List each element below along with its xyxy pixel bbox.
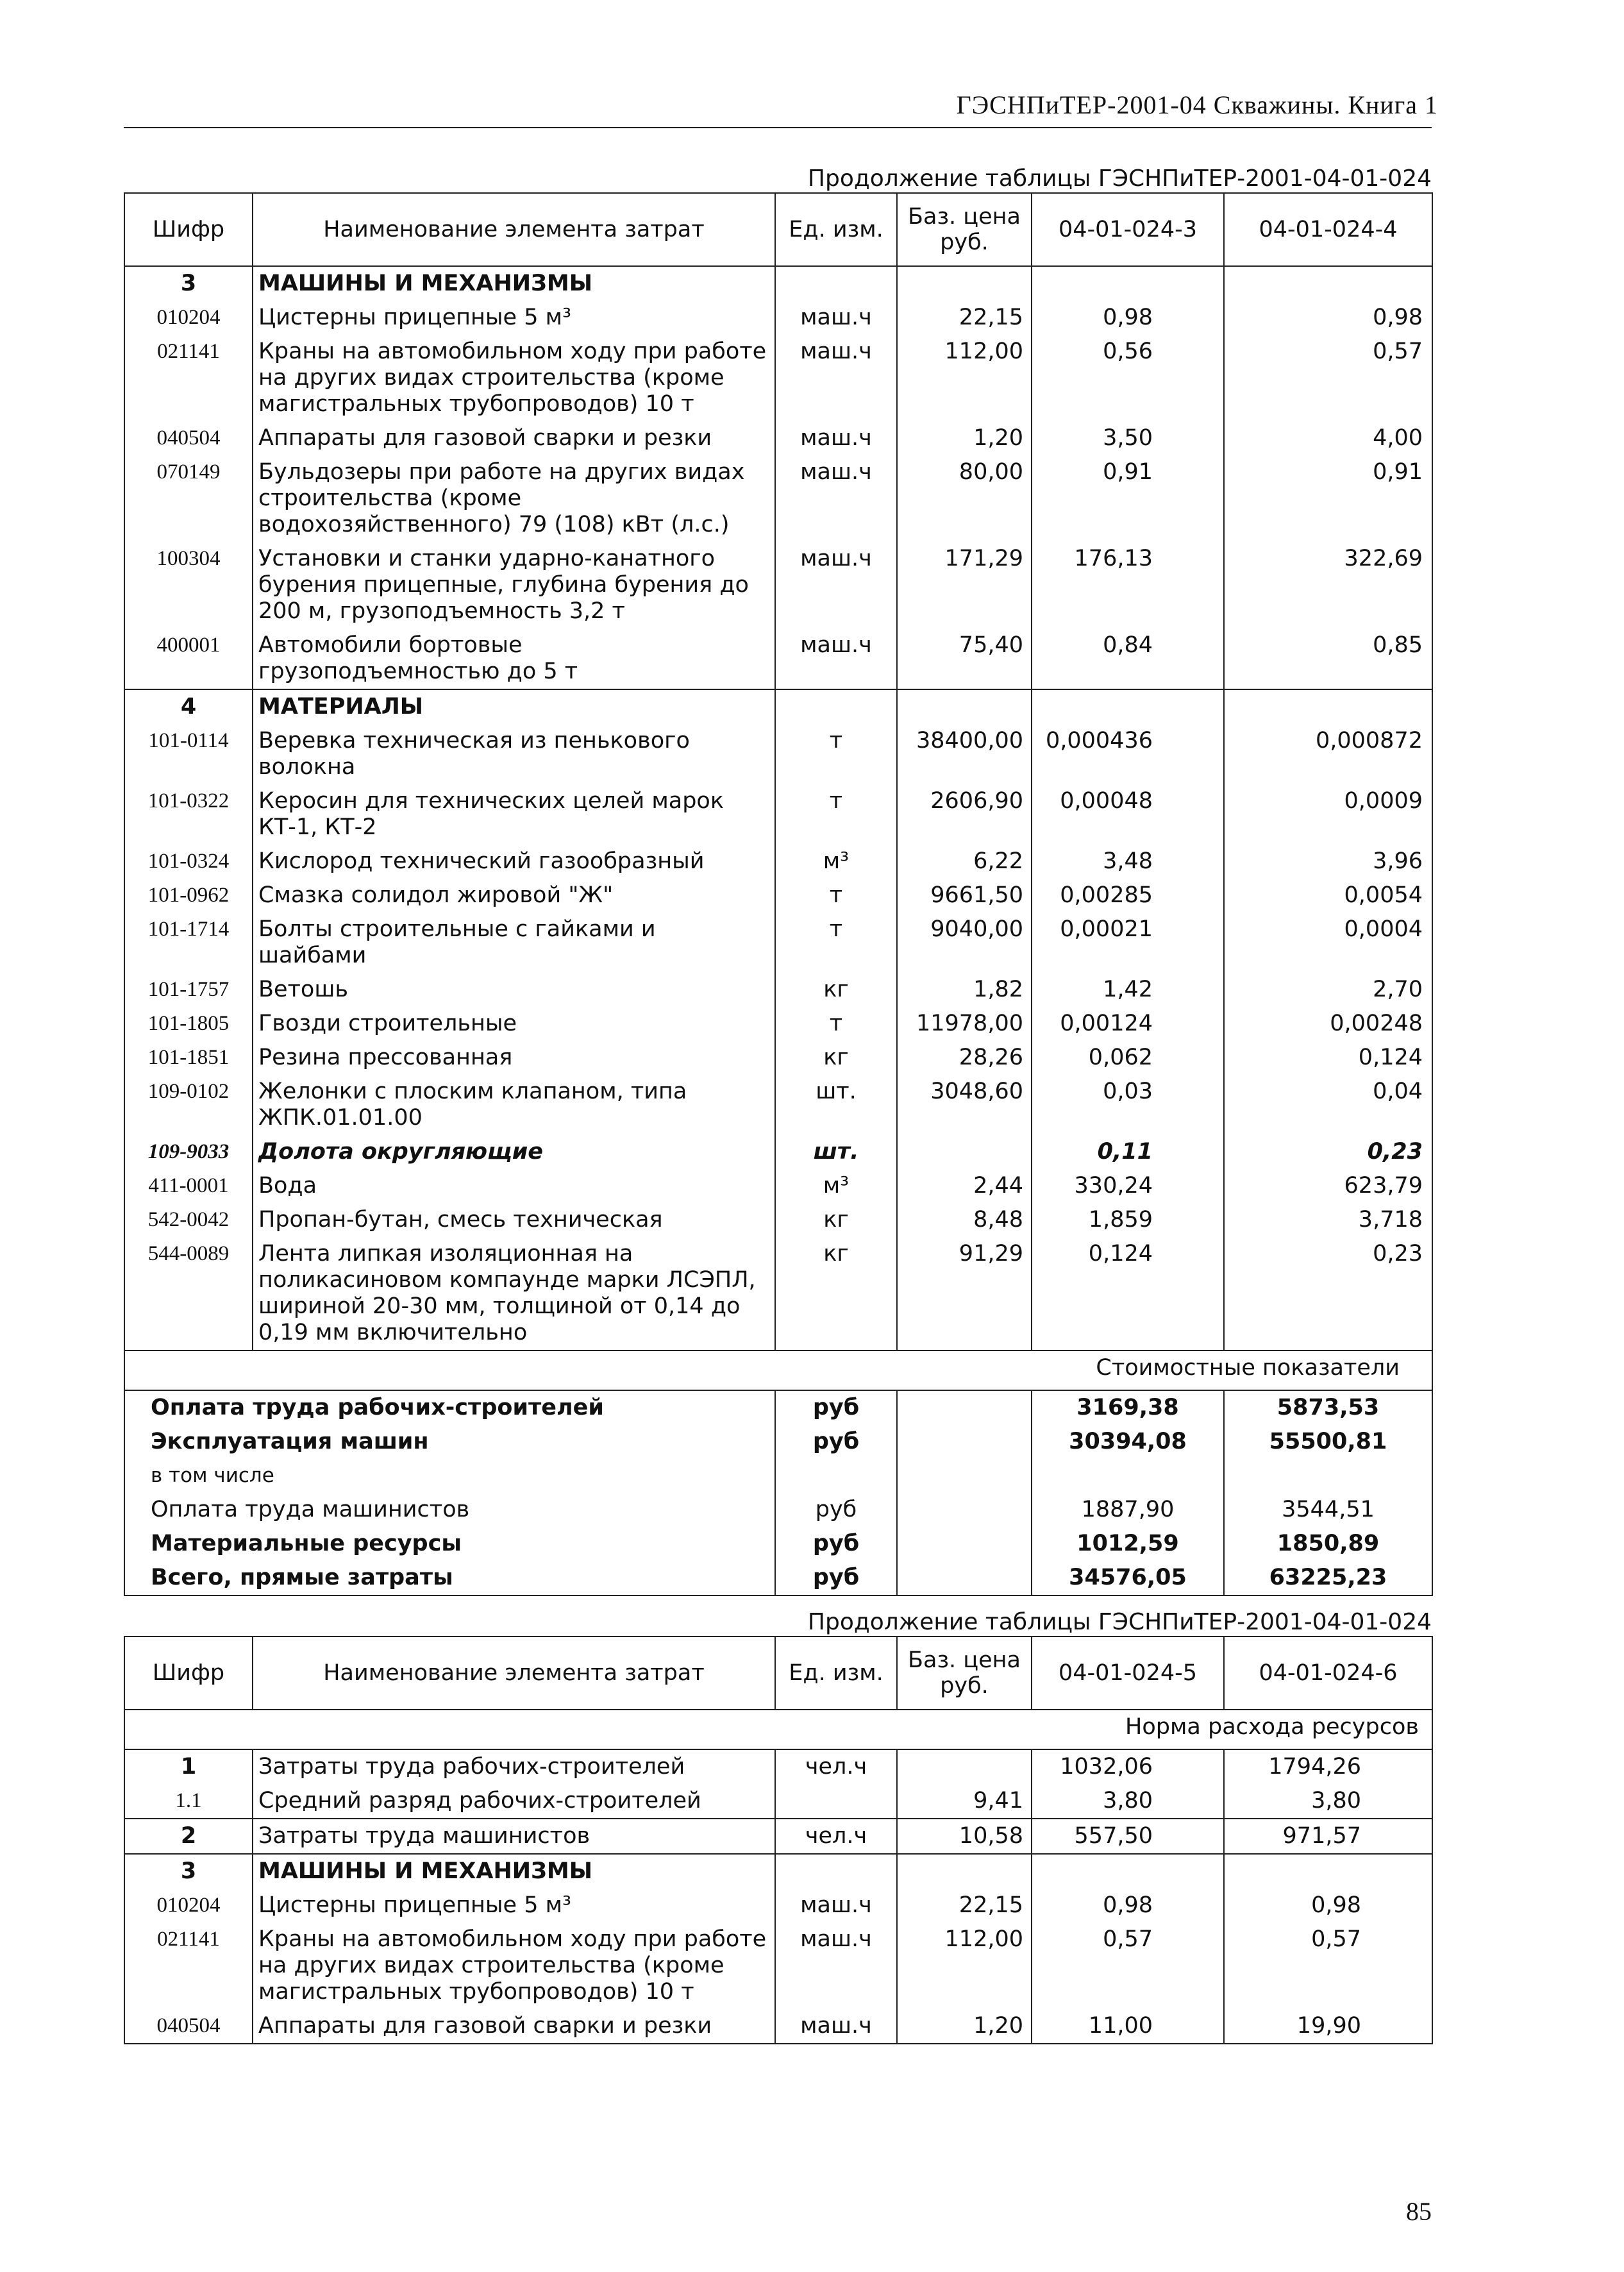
norm-value: 3,80: [1224, 1784, 1432, 1819]
resource-name: Аппараты для газовой сварки и резки: [253, 2009, 775, 2044]
resource-name: Вода: [253, 1169, 775, 1203]
empty-cell: [775, 689, 897, 724]
resource-unit: кг: [775, 1041, 897, 1075]
base-price: 38400,00: [897, 724, 1032, 784]
cost-label: Материальные ресурсы: [124, 1527, 775, 1561]
base-price: 75,40: [897, 628, 1032, 689]
table-row: [124, 301, 1432, 335]
base-price: 22,15: [897, 301, 1032, 335]
col-header-unit: Ед. изм.: [775, 193, 897, 266]
resource-code: 101-1851: [124, 1041, 253, 1075]
norm-value: 0,57: [1032, 1923, 1224, 2009]
norm-value: 322,69: [1224, 542, 1432, 628]
table1-body: [124, 266, 1432, 1351]
resource-code: 101-1714: [124, 913, 253, 973]
empty-cell: [775, 1854, 897, 1889]
empty-cell: [897, 1459, 1032, 1493]
resource-name: Смазка солидол жировой "Ж": [253, 879, 775, 913]
empty-cell: [775, 266, 897, 301]
base-price: 11978,00: [897, 1007, 1032, 1041]
norm-value: 3,96: [1224, 845, 1432, 879]
norm-value: 1,859: [1032, 1203, 1224, 1237]
col-header-norm-6: 04-01-024-6: [1224, 1637, 1432, 1710]
base-price: 1,20: [897, 2009, 1032, 2044]
cost-value: 55500,81: [1224, 1425, 1432, 1459]
resource-code: 100304: [124, 542, 253, 628]
cost-row: [124, 1425, 1432, 1459]
norm-value: 0,00124: [1032, 1007, 1224, 1041]
empty-cell: [897, 1390, 1032, 1425]
resource-name: Цистерны прицепные 5 м³: [253, 1889, 775, 1923]
table-row: [124, 879, 1432, 913]
col-header-price: Баз. цена руб.: [897, 193, 1032, 266]
norm-value: 0,57: [1224, 1923, 1432, 2009]
cost-value: 3169,38: [1032, 1390, 1224, 1425]
section-number: 3: [124, 266, 253, 301]
table-row: [124, 455, 1432, 542]
cost-unit: [775, 1459, 897, 1493]
cost-value: [1224, 1459, 1432, 1493]
table-row: [124, 421, 1432, 455]
resource-code: 021141: [124, 1923, 253, 2009]
cost-heading: Стоимостные показатели: [124, 1351, 1432, 1390]
cost-row: [124, 1493, 1432, 1527]
section-row: [124, 689, 1432, 724]
norm-value: 4,00: [1224, 421, 1432, 455]
col-header-name: Наименование элемента затрат: [253, 1637, 775, 1710]
empty-cell: [1032, 689, 1224, 724]
table-row: [124, 1784, 1432, 1819]
cost-label: Всего, прямые затраты: [124, 1561, 775, 1595]
norm-value: 0,03: [1032, 1075, 1224, 1135]
norm-value: 0,000872: [1224, 724, 1432, 784]
cost-value: 1012,59: [1032, 1527, 1224, 1561]
resource-code: 010204: [124, 1889, 253, 1923]
empty-cell: [897, 689, 1032, 724]
col-header-price: Баз. цена руб.: [897, 1637, 1032, 1710]
norm-heading-row: [124, 1710, 1432, 1749]
resource-unit: маш.ч: [775, 542, 897, 628]
norm-value: 3,50: [1032, 421, 1224, 455]
base-price: 1,82: [897, 973, 1032, 1007]
norm-value: 0,98: [1032, 1889, 1224, 1923]
empty-cell: [1224, 689, 1432, 724]
resource-name: Краны на автомобильном ходу при работе на других видах строительства (кроме магистральных трубопроводов) 10 т: [253, 335, 775, 421]
table-row: [124, 845, 1432, 879]
section-title: МАТЕРИАЛЫ: [253, 689, 775, 724]
resource-unit: кг: [775, 1203, 897, 1237]
norm-value: 0,00248: [1224, 1007, 1432, 1041]
resource-code: 101-0324: [124, 845, 253, 879]
section-row: [124, 266, 1432, 301]
resource-unit: т: [775, 913, 897, 973]
resource-name: Желонки с плоским клапаном, типа ЖПК.01.01.00: [253, 1075, 775, 1135]
resource-code: 109-9033: [124, 1135, 253, 1169]
base-price: 6,22: [897, 845, 1032, 879]
base-price: 28,26: [897, 1041, 1032, 1075]
norm-value: 0,00285: [1032, 879, 1224, 913]
norm-value: 3,80: [1032, 1784, 1224, 1819]
norm-value: 0,04: [1224, 1075, 1432, 1135]
resource-code: 021141: [124, 335, 253, 421]
cost-label: в том числе: [124, 1459, 775, 1493]
base-price: 8,48: [897, 1203, 1032, 1237]
cost-value: [1032, 1459, 1224, 1493]
resource-code: 542-0042: [124, 1203, 253, 1237]
base-price: 2606,90: [897, 784, 1032, 845]
base-price: 10,58: [897, 1819, 1032, 1854]
resource-code: 400001: [124, 628, 253, 689]
base-price: 80,00: [897, 455, 1032, 542]
base-price: 112,00: [897, 1923, 1032, 2009]
resource-code: 101-1805: [124, 1007, 253, 1041]
norm-value: 0,11: [1032, 1135, 1224, 1169]
col-header-norm-3: 04-01-024-3: [1032, 193, 1224, 266]
resource-unit: т: [775, 784, 897, 845]
norm-value: 1794,26: [1224, 1749, 1432, 1784]
norm-value: 0,85: [1224, 628, 1432, 689]
norm-value: 0,57: [1224, 335, 1432, 421]
cost-value: 34576,05: [1032, 1561, 1224, 1595]
table-row: [124, 1749, 1432, 1784]
resource-unit: маш.ч: [775, 2009, 897, 2044]
resource-code: 040504: [124, 421, 253, 455]
norm-value: 3,718: [1224, 1203, 1432, 1237]
cost-unit: руб: [775, 1527, 897, 1561]
norm-value: 0,98: [1224, 1889, 1432, 1923]
table2-header-row: [124, 1637, 1432, 1710]
resource-code: 1: [124, 1749, 253, 1784]
table-row: [124, 628, 1432, 689]
resource-name: Ветошь: [253, 973, 775, 1007]
resource-code: 544-0089: [124, 1237, 253, 1351]
cost-label: Эксплуатация машин: [124, 1425, 775, 1459]
norm-value: 0,0004: [1224, 913, 1432, 973]
base-price: [897, 1749, 1032, 1784]
resource-name: Гвозди строительные: [253, 1007, 775, 1041]
norm-value: 330,24: [1032, 1169, 1224, 1203]
norm-value: 0,124: [1224, 1041, 1432, 1075]
empty-cell: [897, 1527, 1032, 1561]
resource-code: 101-0322: [124, 784, 253, 845]
resource-name: Аппараты для газовой сварки и резки: [253, 421, 775, 455]
cost-value: 63225,23: [1224, 1561, 1432, 1595]
page-number: 85: [1406, 2197, 1432, 2226]
resource-table-2: [124, 1636, 1433, 2044]
cost-value: 3544,51: [1224, 1493, 1432, 1527]
resource-unit: маш.ч: [775, 1889, 897, 1923]
resource-name: Долота округляющие: [253, 1135, 775, 1169]
base-price: 171,29: [897, 542, 1032, 628]
section-title: МАШИНЫ И МЕХАНИЗМЫ: [253, 1854, 775, 1889]
resource-code: 109-0102: [124, 1075, 253, 1135]
norm-value: 0,91: [1224, 455, 1432, 542]
resource-name: Затраты труда машинистов: [253, 1819, 775, 1854]
empty-cell: [897, 1561, 1032, 1595]
resource-unit: кг: [775, 973, 897, 1007]
norm-value: 0,0054: [1224, 879, 1432, 913]
cost-heading-row: [124, 1351, 1432, 1390]
resource-table-1: [124, 192, 1433, 1596]
norm-value: 0,0009: [1224, 784, 1432, 845]
resource-name: Резина прессованная: [253, 1041, 775, 1075]
table1-caption: Продолжение таблицы ГЭСНПиТЕР-2001-04-01-024: [807, 165, 1432, 192]
cost-unit: руб: [775, 1390, 897, 1425]
norm-value: 3,48: [1032, 845, 1224, 879]
base-price: 22,15: [897, 1889, 1032, 1923]
norm-value: 0,56: [1032, 335, 1224, 421]
resource-unit: чел.ч: [775, 1749, 897, 1784]
table-row: [124, 1041, 1432, 1075]
col-header-norm-4: 04-01-024-4: [1224, 193, 1432, 266]
table-row: [124, 1889, 1432, 1923]
resource-name: Лента липкая изоляционная на поликасиновом компаунде марки ЛСЭПЛ, шириной 20-30 мм, толщиной от 0,14 до 0,19 мм включительно: [253, 1237, 775, 1351]
table-row: [124, 335, 1432, 421]
resource-unit: маш.ч: [775, 628, 897, 689]
table-row: [124, 913, 1432, 973]
col-header-code: Шифр: [124, 1637, 253, 1710]
resource-name: Затраты труда рабочих-строителей: [253, 1749, 775, 1784]
resource-unit: кг: [775, 1237, 897, 1351]
resource-unit: м³: [775, 845, 897, 879]
cost-unit: руб: [775, 1425, 897, 1459]
norm-value: 971,57: [1224, 1819, 1432, 1854]
base-price: [897, 1135, 1032, 1169]
table-row: [124, 1169, 1432, 1203]
norm-value: 0,124: [1032, 1237, 1224, 1351]
col-header-norm-5: 04-01-024-5: [1032, 1637, 1224, 1710]
resource-unit: маш.ч: [775, 335, 897, 421]
norm-value: 0,23: [1224, 1135, 1432, 1169]
resource-code: 010204: [124, 301, 253, 335]
empty-cell: [1224, 1854, 1432, 1889]
cost-value: 5873,53: [1224, 1390, 1432, 1425]
resource-code: 040504: [124, 2009, 253, 2044]
resource-name: Краны на автомобильном ходу при работе на других видах строительства (кроме магистральных трубопроводов) 10 т: [253, 1923, 775, 2009]
resource-code: 411-0001: [124, 1169, 253, 1203]
empty-cell: [1032, 1854, 1224, 1889]
norm-value: 0,062: [1032, 1041, 1224, 1075]
resource-name: Бульдозеры при работе на других видах строительства (кроме водохозяйственного) 79 (108) кВт (л.с.): [253, 455, 775, 542]
col-header-code: Шифр: [124, 193, 253, 266]
norm-value: 557,50: [1032, 1819, 1224, 1854]
cost-row: [124, 1527, 1432, 1561]
norm-heading: Норма расхода ресурсов: [124, 1710, 1432, 1749]
table-row: [124, 1923, 1432, 2009]
table-row: [124, 973, 1432, 1007]
section-number: 3: [124, 1854, 253, 1889]
resource-unit: маш.ч: [775, 455, 897, 542]
col-header-name: Наименование элемента затрат: [253, 193, 775, 266]
norm-value: 2,70: [1224, 973, 1432, 1007]
resource-unit: чел.ч: [775, 1819, 897, 1854]
cost-row: [124, 1561, 1432, 1595]
table-row: [124, 1075, 1432, 1135]
table-row: [124, 1819, 1432, 1854]
resource-code: 101-0962: [124, 879, 253, 913]
resource-name: Кислород технический газообразный: [253, 845, 775, 879]
cost-label: Оплата труда машинистов: [124, 1493, 775, 1527]
resource-code: 1.1: [124, 1784, 253, 1819]
norm-value: 0,23: [1224, 1237, 1432, 1351]
norm-value: 0,98: [1224, 301, 1432, 335]
base-price: 91,29: [897, 1237, 1032, 1351]
resource-name: Веревка техническая из пенькового волокна: [253, 724, 775, 784]
table1-header-row: [124, 193, 1432, 266]
norm-value: 0,000436: [1032, 724, 1224, 784]
cost-value: 1887,90: [1032, 1493, 1224, 1527]
table1-cost-section: [124, 1351, 1432, 1595]
base-price: 9,41: [897, 1784, 1032, 1819]
cost-unit: руб: [775, 1493, 897, 1527]
resource-name: Пропан-бутан, смесь техническая: [253, 1203, 775, 1237]
cost-row: [124, 1390, 1432, 1425]
norm-value: 19,90: [1224, 2009, 1432, 2044]
empty-cell: [897, 1425, 1032, 1459]
running-header: ГЭСНПиТЕР-2001-04 Скважины. Книга 1: [956, 90, 1438, 119]
col-header-unit: Ед. изм.: [775, 1637, 897, 1710]
table-row: [124, 1007, 1432, 1041]
table-row: [124, 542, 1432, 628]
norm-value: 1,42: [1032, 973, 1224, 1007]
resource-unit: [775, 1784, 897, 1819]
resource-name: Болты строительные с гайками и шайбами: [253, 913, 775, 973]
norm-value: 0,91: [1032, 455, 1224, 542]
cost-value: 1850,89: [1224, 1527, 1432, 1561]
resource-unit: м³: [775, 1169, 897, 1203]
header-rule: [124, 127, 1432, 128]
table-row: [124, 1237, 1432, 1351]
cost-unit: руб: [775, 1561, 897, 1595]
section-row: [124, 1854, 1432, 1889]
resource-name: Средний разряд рабочих-строителей: [253, 1784, 775, 1819]
base-price: 1,20: [897, 421, 1032, 455]
resource-unit: шт.: [775, 1135, 897, 1169]
norm-value: 0,84: [1032, 628, 1224, 689]
resource-unit: маш.ч: [775, 421, 897, 455]
table-row: [124, 2009, 1432, 2044]
resource-code: 101-0114: [124, 724, 253, 784]
base-price: 3048,60: [897, 1075, 1032, 1135]
norm-value: 1032,06: [1032, 1749, 1224, 1784]
base-price: 112,00: [897, 335, 1032, 421]
empty-cell: [897, 1854, 1032, 1889]
table-row: [124, 1203, 1432, 1237]
norm-value: 11,00: [1032, 2009, 1224, 2044]
resource-unit: т: [775, 1007, 897, 1041]
norm-value: 0,00048: [1032, 784, 1224, 845]
table-row: [124, 1135, 1432, 1169]
base-price: 2,44: [897, 1169, 1032, 1203]
cost-row: [124, 1459, 1432, 1493]
resource-code: 2: [124, 1819, 253, 1854]
resource-unit: маш.ч: [775, 1923, 897, 2009]
table-row: [124, 784, 1432, 845]
resource-name: Керосин для технических целей марок КТ-1, КТ-2: [253, 784, 775, 845]
table-row: [124, 724, 1432, 784]
norm-value: 176,13: [1032, 542, 1224, 628]
empty-cell: [897, 1493, 1032, 1527]
resource-name: Установки и станки ударно-канатного бурения прицепные, глубина бурения до 200 м, грузоподъемность 3,2 т: [253, 542, 775, 628]
empty-cell: [1224, 266, 1432, 301]
resource-unit: шт.: [775, 1075, 897, 1135]
resource-unit: маш.ч: [775, 301, 897, 335]
norm-value: 623,79: [1224, 1169, 1432, 1203]
table2-body: [124, 1710, 1432, 2044]
resource-unit: т: [775, 879, 897, 913]
resource-unit: т: [775, 724, 897, 784]
section-title: МАШИНЫ И МЕХАНИЗМЫ: [253, 266, 775, 301]
resource-name: Цистерны прицепные 5 м³: [253, 301, 775, 335]
cost-label: Оплата труда рабочих-строителей: [124, 1390, 775, 1425]
resource-code: 070149: [124, 455, 253, 542]
norm-value: 0,98: [1032, 301, 1224, 335]
table2-caption: Продолжение таблицы ГЭСНПиТЕР-2001-04-01-024: [807, 1609, 1432, 1635]
section-number: 4: [124, 689, 253, 724]
base-price: 9040,00: [897, 913, 1032, 973]
empty-cell: [897, 266, 1032, 301]
norm-value: 0,00021: [1032, 913, 1224, 973]
base-price: 9661,50: [897, 879, 1032, 913]
resource-code: 101-1757: [124, 973, 253, 1007]
cost-value: 30394,08: [1032, 1425, 1224, 1459]
resource-name: Автомобили бортовые грузоподъемностью до 5 т: [253, 628, 775, 689]
empty-cell: [1032, 266, 1224, 301]
